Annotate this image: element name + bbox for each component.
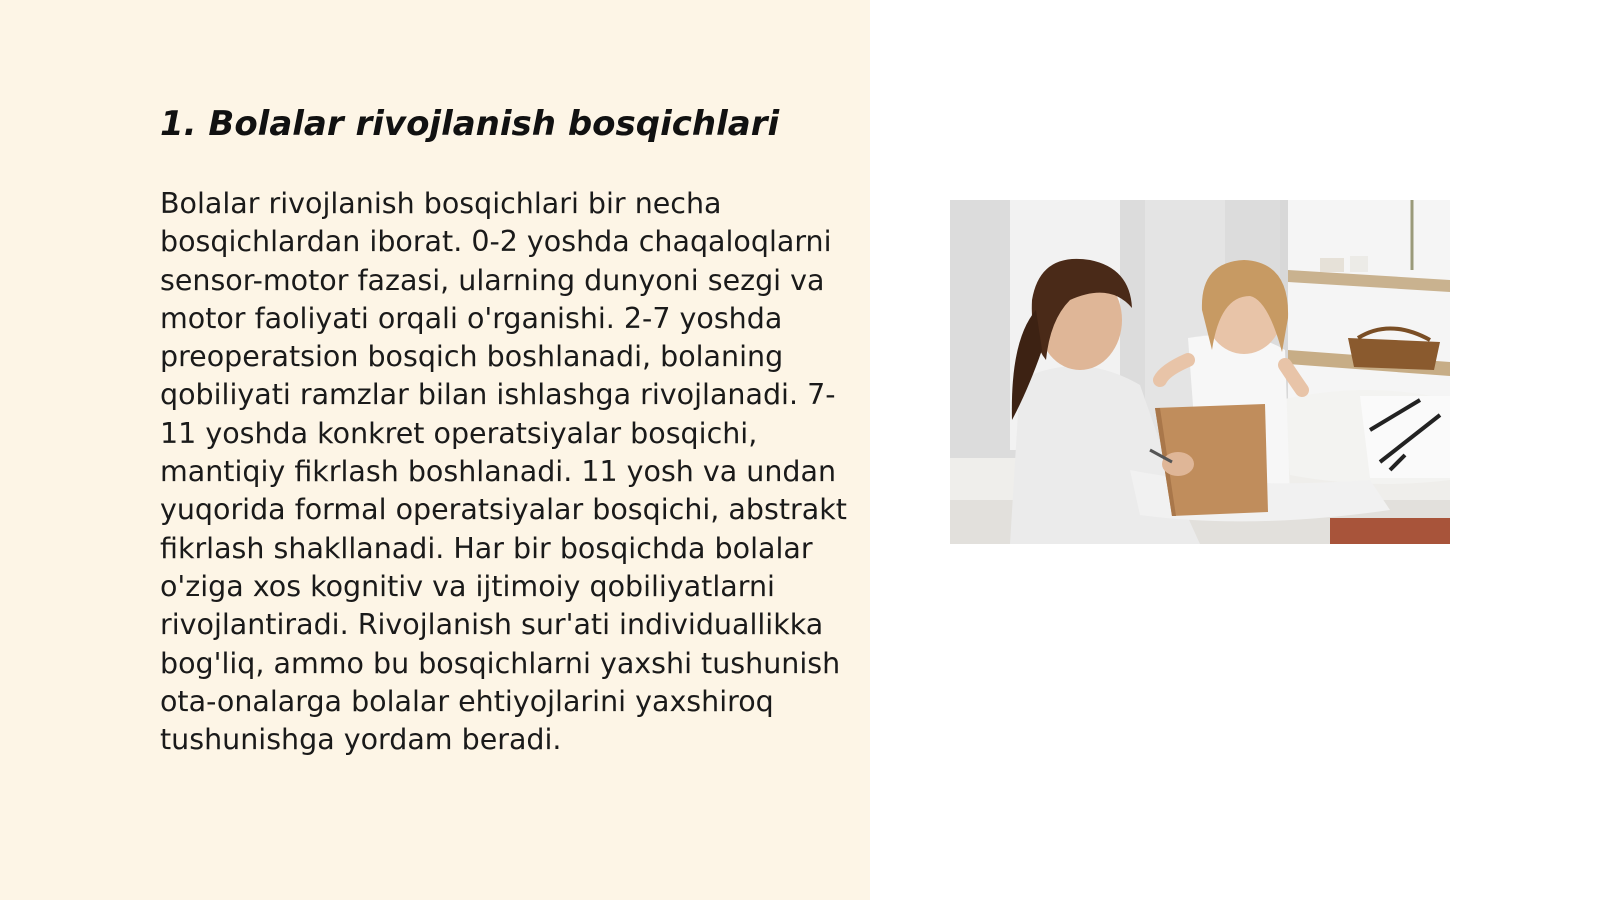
mother-daughter-photo <box>950 200 1450 544</box>
slide-body-text: Bolalar rivojlanish bosqichlari bir necha bosqichlardan iborat. 0-2 yoshda chaqaloqlarni sensor-motor fazasi, ularning dunyoni sezgi va motor faoliyati orqali o'rganishi. 2-7 yoshda preoperatsion bosqich boshlanadi, bolaning qobiliyati ramzlar bilan ishlashga rivojlanadi. 7-11 yoshda konkret operatsiyalar bosqichi, mantiqiy fikrlash boshlanadi. 11 yosh va undan yuqorida formal operatsiyalar bosqichi, abstrakt fikrlash shakllanadi. Har bir bosqichda bolalar o'ziga xos kognitiv va ijtimoiy qobiliyatlarni rivojlantiradi. Rivojlanish sur'ati individuallikka bog'liq, ammo bu bosqichlarni yaxshi tushunish ota-onalarga bolalar ehtiyojlarini yaxshiroq tushunishga yordam beradi. <box>160 187 847 757</box>
photo-illustration <box>950 200 1450 544</box>
slide-title: 1. Bolalar rivojlanish bosqichlari <box>160 104 780 144</box>
